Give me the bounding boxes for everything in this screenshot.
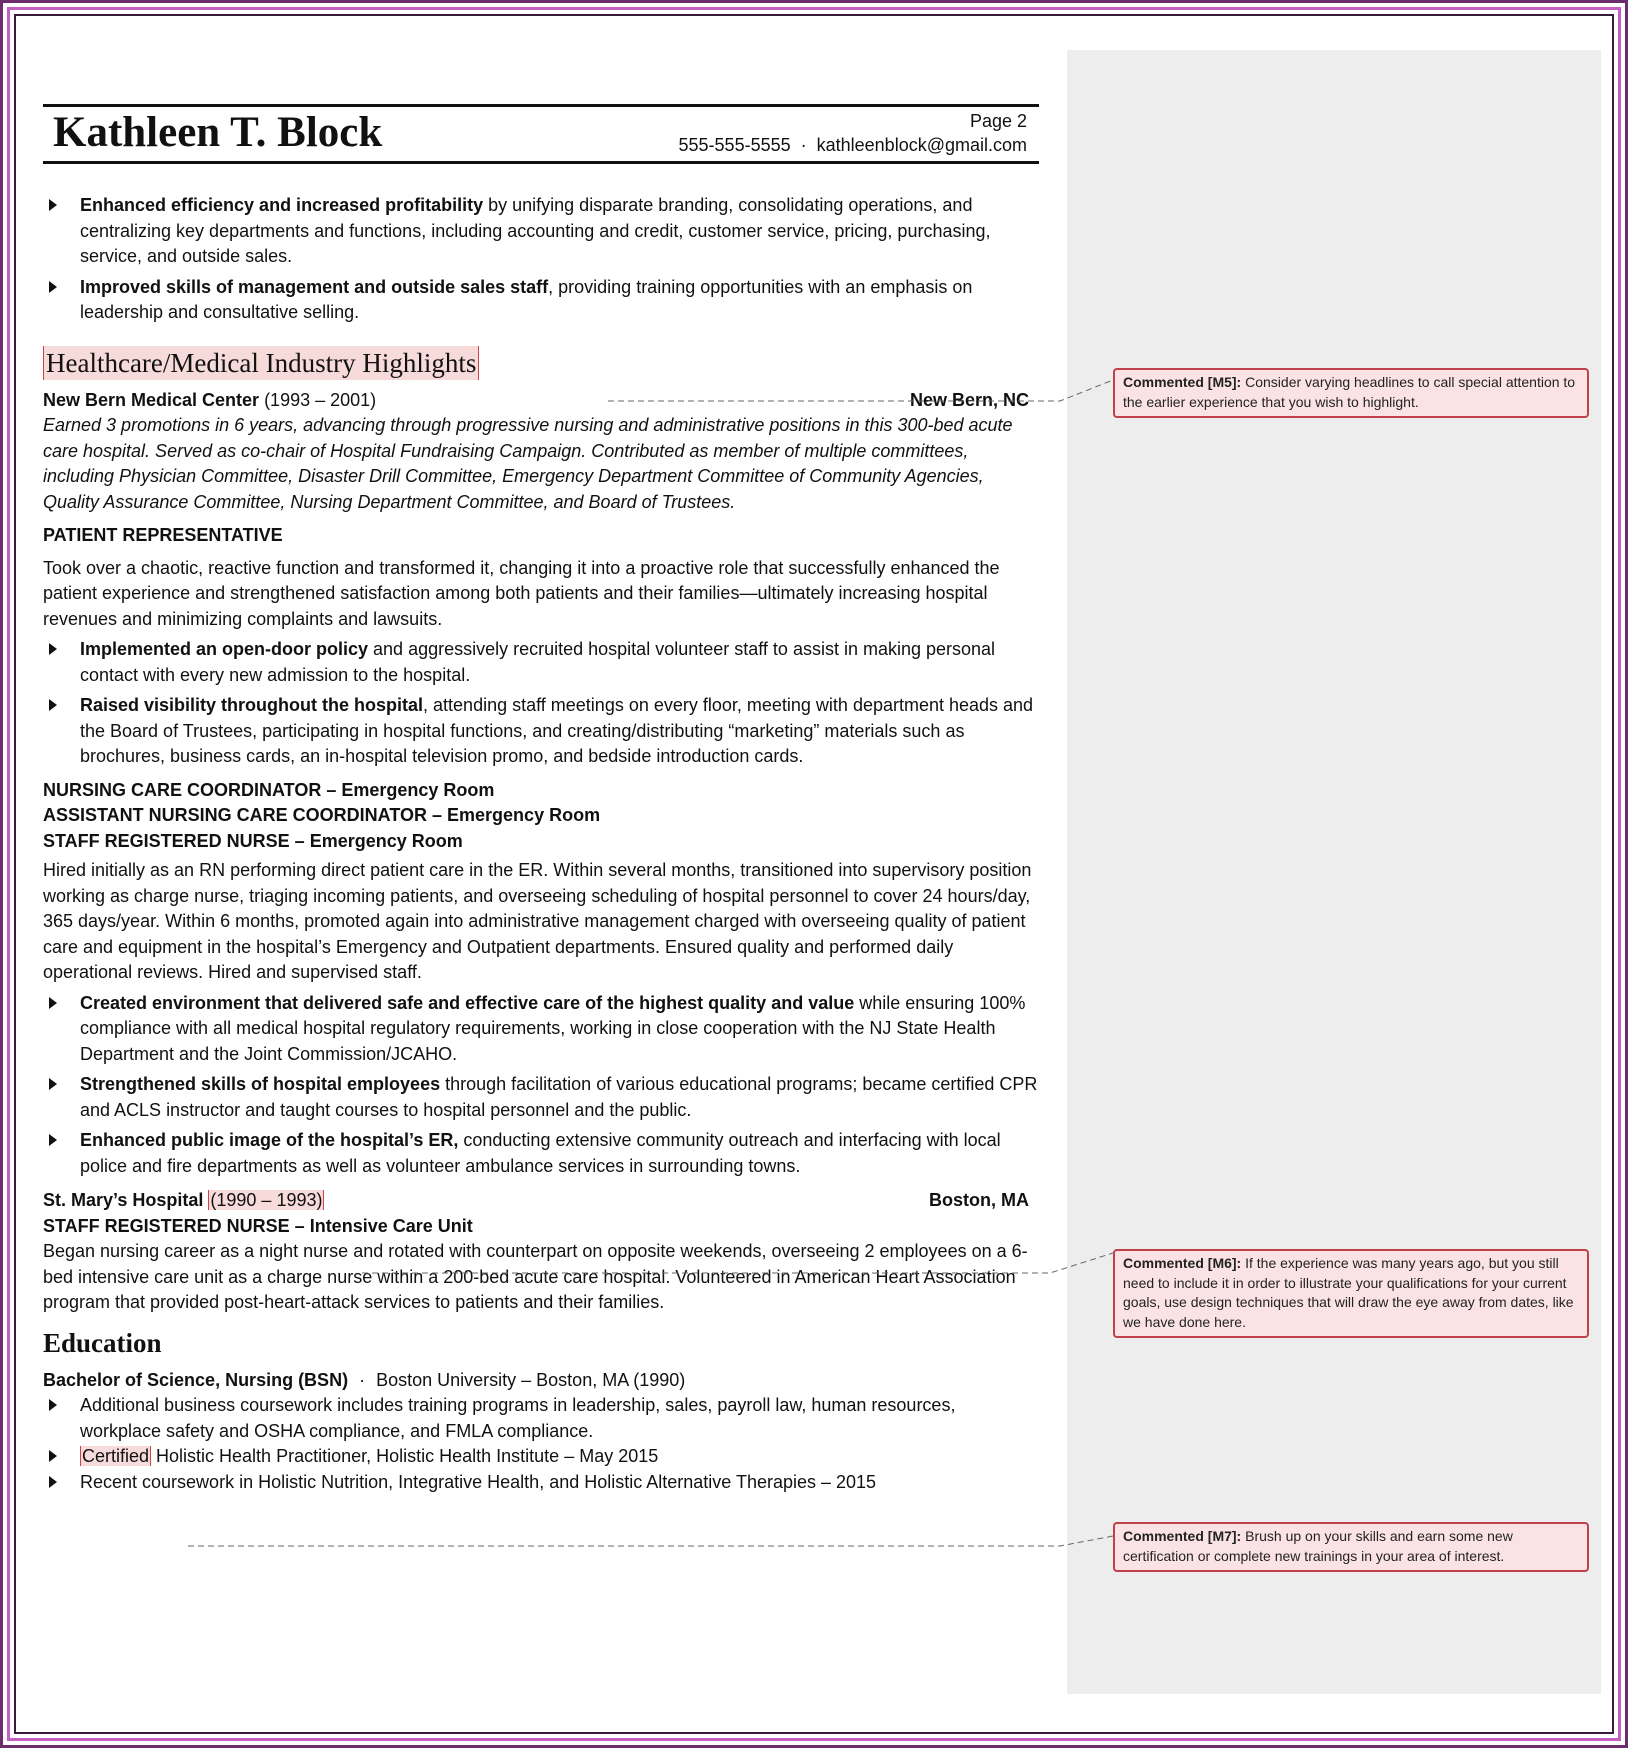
bullet-text: , attending staff meetings on every floor, meeting with department heads and the Board of Trustees, participating in hospital functions, and creating/distributing “marketing” materials such as brochures, business cards, an in-hospital television promo, and bedside introduction cards. bbox=[80, 695, 1034, 766]
bullet-text: Holistic Health Practitioner, Holistic Health Institute – May 2015 bbox=[151, 1446, 659, 1466]
bullet-text: and aggressively recruited hospital volunteer staff to assist in making personal contact with every new admission to the hospital. bbox=[80, 639, 996, 685]
role-titles bbox=[43, 778, 1039, 855]
comment-balloon-m6[interactable] bbox=[1113, 1249, 1589, 1338]
phone: 555-555-5555 bbox=[678, 135, 791, 155]
section-heading-healthcare: Healthcare/Medical Industry Highlights bbox=[43, 346, 479, 380]
employer-location: Boston, MA bbox=[929, 1190, 1029, 1210]
bullet-arrow-icon bbox=[49, 1450, 57, 1462]
role-bullets bbox=[43, 991, 1039, 1180]
bullet-arrow-icon bbox=[49, 199, 57, 211]
email: kathleenblock@gmail.com bbox=[816, 135, 1027, 155]
bullet-arrow-icon bbox=[49, 643, 57, 655]
comment-label: Commented [M7]: bbox=[1123, 1528, 1242, 1544]
list-item bbox=[43, 1470, 1039, 1496]
bullet-lead: Improved skills of management and outside sales staff bbox=[80, 276, 549, 297]
employer-name: St. Mary’s Hospital bbox=[43, 1190, 204, 1210]
role-title: ASSISTANT NURSING CARE COORDINATOR – Emergency Room bbox=[43, 805, 601, 825]
highlighted-word: Certified bbox=[82, 1446, 150, 1466]
list-item bbox=[43, 1072, 1039, 1123]
bullet-text: conducting extensive community outreach and interfacing with local police and fire departments as well as volunteer ambulance services in surrounding towns. bbox=[80, 1130, 1001, 1176]
bullet-text: through facilitation of various educational programs; became certified CPR and ACLS instructor and taught courses to hospital personnel and the public. bbox=[80, 1074, 1038, 1120]
employer-location: New Bern, NC bbox=[909, 389, 1029, 410]
list-item bbox=[43, 1128, 1039, 1179]
employer-row bbox=[43, 388, 1039, 414]
role-title: NURSING CARE COORDINATOR – Emergency Room bbox=[43, 779, 495, 800]
bullet-text: by unifying disparate branding, consolidating operations, and centralizing key departments and functions, including accounting and credit, customer service, pricing, purchasing, service, and outside sales. bbox=[80, 195, 991, 266]
section-heading-education: Education bbox=[43, 1327, 162, 1358]
comment-label: Commented [M5]: bbox=[1123, 374, 1242, 390]
bullet-text: , providing training opportunities with an emphasis on leadership and consultative selling. bbox=[80, 276, 973, 322]
contact-separator: · bbox=[800, 135, 807, 155]
role-title: STAFF REGISTERED NURSE – Emergency Room bbox=[43, 830, 463, 851]
list-item bbox=[43, 693, 1039, 770]
comment-text: If the experience was many years ago, but you still need to include it in order to illustrate your qualifications for your current goals, use design techniques that will draw the eye away from dates, like we have done here. bbox=[1123, 1255, 1574, 1330]
degree-line bbox=[43, 1368, 1039, 1394]
bullet-arrow-icon bbox=[49, 281, 57, 293]
role-title: PATIENT REPRESENTATIVE bbox=[43, 525, 283, 545]
resume-header bbox=[43, 104, 1039, 164]
resume-body bbox=[43, 104, 1039, 1495]
list-item bbox=[43, 193, 1039, 270]
bullet-arrow-icon bbox=[49, 1078, 57, 1090]
bullet-lead: Enhanced efficiency and increased profitability bbox=[80, 195, 484, 215]
bullet-arrow-icon bbox=[49, 997, 57, 1009]
bullet-lead: Raised visibility throughout the hospital bbox=[80, 695, 424, 715]
degree-separator: · bbox=[359, 1369, 366, 1390]
role-title: STAFF REGISTERED NURSE – Intensive Care Unit bbox=[43, 1215, 473, 1236]
healthcare-heading-wrap bbox=[43, 346, 1039, 380]
role-description: Began nursing career as a night nurse and rotated with counterpart on opposite weekends, overseeing 2 employees on a 6-bed intensive care unit as a charge nurse within a 200-bed acute care hospital. Volunteered in American Heart Association program that provided post-heart-attack services to patients and their families. bbox=[43, 1241, 1028, 1312]
comment-label: Commented [M6]: bbox=[1123, 1255, 1242, 1271]
bullet-arrow-icon bbox=[49, 1399, 57, 1411]
intro-bullets bbox=[43, 193, 1039, 326]
list-item bbox=[43, 991, 1039, 1068]
candidate-name: Kathleen T. Block bbox=[53, 109, 383, 156]
bullet-arrow-icon bbox=[49, 1134, 57, 1146]
employer-row bbox=[43, 1188, 1039, 1214]
school: Boston University – Boston, MA (1990) bbox=[376, 1369, 686, 1390]
contact-line bbox=[679, 133, 1027, 157]
employer-summary: Earned 3 promotions in 6 years, advancing through progressive nursing and administrative positions in this 300-bed acute care hospital. Served as co-chair of Hospital Fundraising Campaign. Contributed as member of multiple committees, including Physician Committee, Disaster Drill Committee, Emergency Department Committee of Community Agencies, Quality Assurance Committee, Nursing Department Committee, and Board of Trustees. bbox=[43, 415, 1013, 512]
bullet-text: Additional business coursework includes training programs in leadership, sales, payroll law, human resources, workplace safety and OSHA compliance, and FMLA compliance. bbox=[80, 1395, 956, 1441]
employer-dates: (1990 – 1993) bbox=[210, 1190, 323, 1210]
bullet-lead: Enhanced public image of the hospital’s ER, bbox=[80, 1130, 459, 1150]
comment-sidebar bbox=[1067, 50, 1601, 1694]
role-bullets bbox=[43, 637, 1039, 770]
bullet-text: while ensuring 100% compliance with all medical hospital regulatory requirements, working in close cooperation with the NJ State Health Department and the Joint Commission/JCAHO. bbox=[80, 992, 1026, 1064]
comment-text: Consider varying headlines to call special attention to the earlier experience that you wish to highlight. bbox=[1123, 374, 1576, 410]
bullet-text: Recent coursework in Holistic Nutrition, Integrative Health, and Holistic Alternative Therapies – 2015 bbox=[80, 1471, 877, 1492]
degree: Bachelor of Science, Nursing (BSN) bbox=[43, 1369, 349, 1390]
list-item bbox=[43, 637, 1039, 688]
list-item bbox=[43, 275, 1039, 326]
bullet-lead: Implemented an open-door policy bbox=[80, 639, 369, 659]
bullet-arrow-icon bbox=[49, 1476, 57, 1488]
education-bullets bbox=[43, 1393, 1039, 1495]
bullet-lead: Created environment that delivered safe and effective care of the highest quality and value bbox=[80, 992, 855, 1013]
role-description: Took over a chaotic, reactive function and transformed it, changing it into a proactive role that successfully enhanced the patient experience and strengthened satisfaction among both patients and their families—ultimately increasing hospital revenues and minimizing complaints and lawsuits. bbox=[43, 557, 1000, 629]
comment-text: Brush up on your skills and earn some new certification or complete new trainings in your area of interest. bbox=[1123, 1528, 1513, 1564]
bullet-lead: Strengthened skills of hospital employees bbox=[80, 1074, 441, 1094]
role-description: Hired initially as an RN performing direct patient care in the ER. Within several months, transitioned into supervisory position working as charge nurse, triaging incoming patients, and overseeing scheduling of hospital personnel to cover 24 hours/day, 365 days/year. Within 6 months, promoted again into administrative management charged with overseeing quality of patient care and equipment in the hospital’s Emergency and Outpatient departments. Ensured quality and performed daily operational reviews. Hired and supervised staff. bbox=[43, 860, 1032, 982]
list-item bbox=[43, 1444, 1039, 1470]
bullet-arrow-icon bbox=[49, 699, 57, 711]
list-item bbox=[43, 1393, 1039, 1444]
employer-dates: (1993 – 2001) bbox=[259, 389, 377, 410]
comment-balloon-m5[interactable] bbox=[1113, 368, 1589, 418]
comment-balloon-m7[interactable] bbox=[1113, 1522, 1589, 1572]
page-number: Page 2 bbox=[969, 111, 1027, 131]
employer-name: New Bern Medical Center bbox=[43, 389, 260, 410]
